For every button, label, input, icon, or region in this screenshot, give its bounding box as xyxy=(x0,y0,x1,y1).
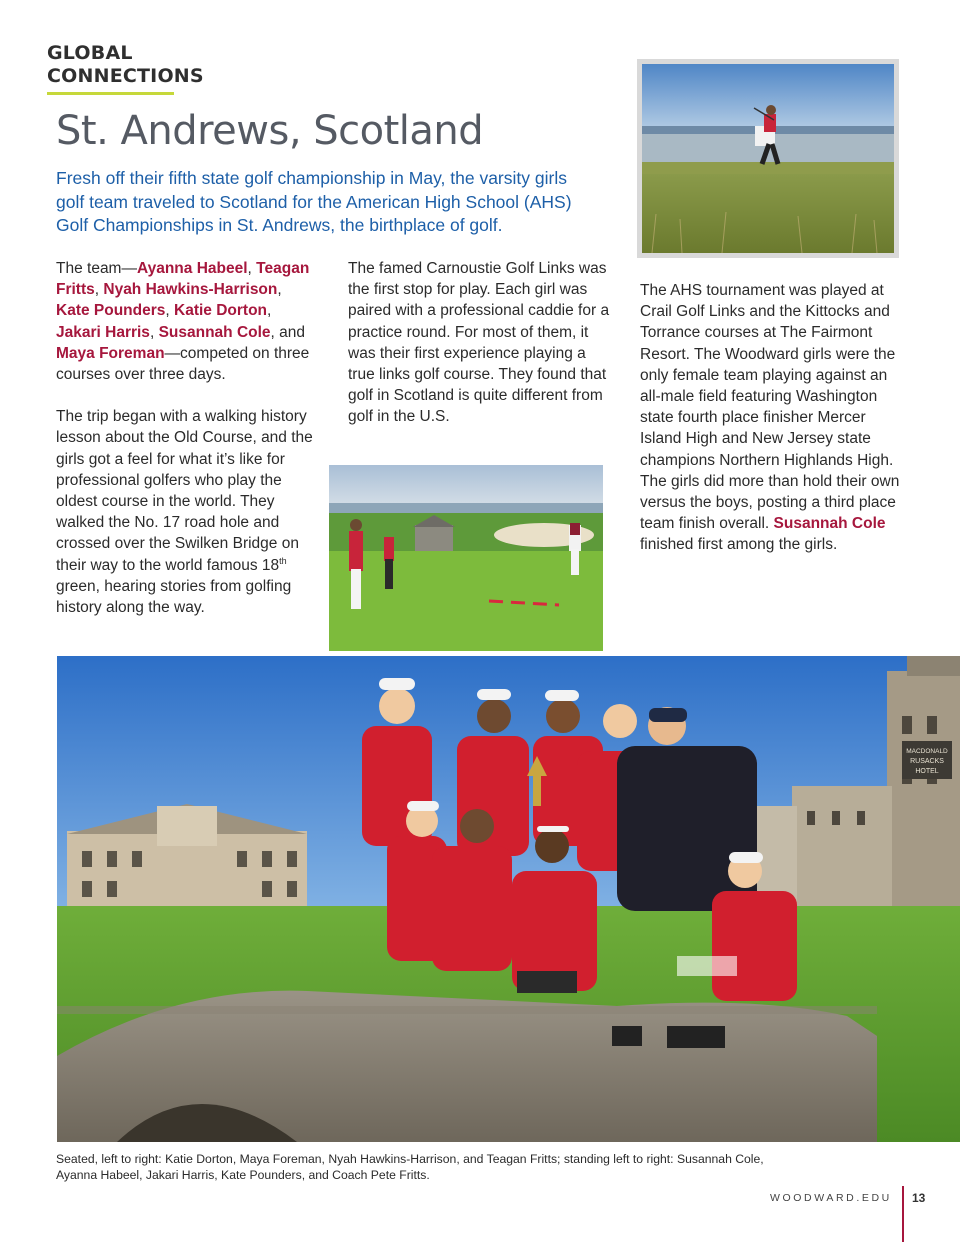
section-label xyxy=(47,42,204,95)
trip-tail-text: green, hearing stories from golfing history along the way. xyxy=(56,577,292,617)
tournament-tail-text: finished first among the girls. xyxy=(640,536,838,554)
page-number: 13 xyxy=(912,1191,926,1205)
body-column-3 xyxy=(640,280,902,577)
intro-paragraph: Fresh off their fifth state golf championship in May, the varsity girls golf team traveled to Scotland for the American High School (AHS) Golf Championships in St. Andrews, the birthplace of golf. xyxy=(56,168,572,235)
player-name: Ayanna Habeel xyxy=(136,260,248,277)
golfer-swing-photo xyxy=(637,59,899,258)
footer-divider xyxy=(902,1186,904,1242)
page-title: St. Andrews, Scotland xyxy=(56,108,484,154)
section-label-line2: CONNECTIONS xyxy=(47,65,204,87)
name-separator: , xyxy=(277,281,282,299)
player-name: Katie Dorton xyxy=(174,302,268,320)
carnoustie-paragraph: The famed Carnoustie Golf Links was the first stop for play. Each girl was paired with a professional caddie for a practice round. For most of them, it was their first experience playing a true links golf course. They found that golf in Scotland is quite different from golf in the U.S. xyxy=(348,260,610,426)
name-separator: , xyxy=(267,302,272,320)
name-separator: , and xyxy=(270,323,306,341)
player-name: Nyah Hawkins-Harrison xyxy=(103,281,278,299)
hotel-sign-line3: HOTEL xyxy=(915,768,939,775)
tournament-text: The AHS tournament was played at Crail Golf Links and the Kittocks and Torrance courses at The Fairmont Resort. The Woodward girls were the only female team playing against an all-male field featuring Washington state fourth place finisher Mercer Island High and New Jersey state champions Northern Highlands High. The girls did more than hold their own versus the boys, posting a third place team finish overall. xyxy=(640,282,900,533)
player-name: Kate Pounders xyxy=(56,302,166,320)
player-name: Susannah Cole xyxy=(158,323,271,341)
hotel-sign-line2: RUSACKS xyxy=(910,758,944,765)
tournament-paragraph xyxy=(640,280,902,556)
trip-paragraph xyxy=(56,406,318,618)
name-separator: , xyxy=(149,323,159,341)
hotel-sign-line1: MACDONALD xyxy=(906,748,948,755)
name-separator: , xyxy=(165,302,175,320)
player-name: Jakari Harris xyxy=(56,323,150,341)
body-column-2 xyxy=(348,258,610,449)
team-tail-text: —competed on three courses over three days. xyxy=(56,344,310,384)
team-paragraph xyxy=(56,258,318,385)
photo-caption: Seated, left to right: Katie Dorton, Maya Foreman, Nyah Hawkins-Harrison, and Teagan Fritts; standing left to right: Susannah Cole, Ayanna Habeel, Jakari Harris, Kate Pounders, and Coach Pete Fritts. xyxy=(56,1152,764,1182)
section-label-line1: GLOBAL xyxy=(47,42,133,64)
ordinal-suffix: th xyxy=(279,555,287,566)
team-bridge-photo xyxy=(57,656,960,1142)
player-name: Susannah Cole xyxy=(773,515,886,533)
name-separator: , xyxy=(94,281,104,299)
footer-website: WOODWARD.EDU xyxy=(770,1192,892,1204)
team-lead-text: The team— xyxy=(56,260,137,277)
player-name: Teagan Fritts xyxy=(56,260,310,299)
trip-text: The trip began with a walking history lesson about the Old Course, and the girls got a feel for what it’s like for professional golfers who play the oldest course in the world. They walked the No. 17 road hole and crossed over the Swilken Bridge on their way to the world famous 18 xyxy=(56,408,313,574)
player-name: Maya Foreman xyxy=(56,344,165,362)
name-separator: , xyxy=(247,260,257,277)
body-column-1 xyxy=(56,258,318,639)
putting-green-photo xyxy=(329,465,603,651)
